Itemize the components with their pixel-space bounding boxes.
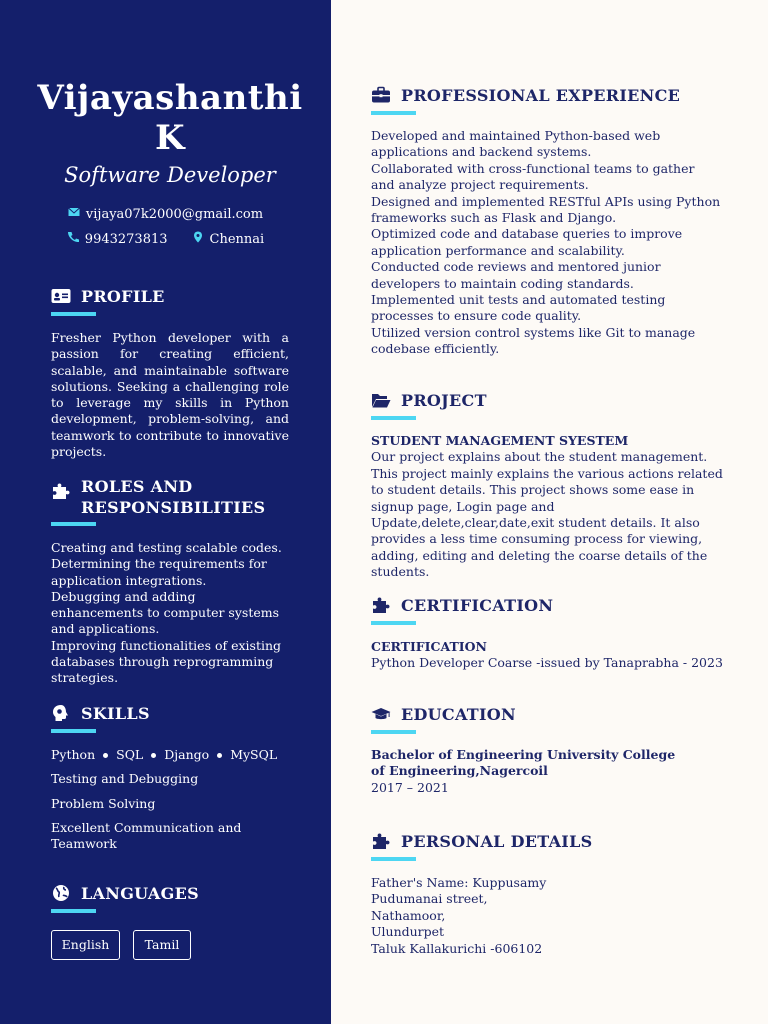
personal-underline (371, 857, 416, 861)
skills-inline-row (51, 747, 311, 763)
mail-icon (68, 206, 80, 222)
job-title: Software Developer (64, 163, 276, 187)
project-body (371, 433, 723, 581)
puzzle-icon (371, 832, 391, 850)
personal-body (371, 875, 731, 957)
skill-item: Problem Solving (51, 795, 156, 811)
puzzle-icon (51, 482, 71, 500)
education-body (371, 747, 691, 796)
profile-heading-label: PROFILE (81, 287, 165, 306)
roles-line: Creating and testing scalable codes. (51, 540, 282, 555)
certification-heading-label: CERTIFICATION (401, 596, 554, 615)
location-icon (192, 231, 204, 247)
project-name: STUDENT MANAGEMENT SYESTEM (371, 433, 629, 448)
personal-heading-label: PERSONAL DETAILS (401, 832, 593, 851)
skill-item: MySQL (230, 747, 278, 762)
skills-list (51, 747, 311, 860)
certification-body (371, 639, 731, 672)
experience-line: Designed and implemented RESTful APIs using Python frameworks such as Flask and Django. (371, 193, 721, 226)
experience-line: Utilized version control systems like Git to manage codebase efficiently. (371, 324, 696, 357)
certification-underline (371, 621, 416, 625)
skill-item: Testing and Debugging (51, 771, 199, 787)
bullet-dot (103, 753, 108, 758)
profile-underline (51, 312, 96, 316)
personal-line: Ulundurpet (371, 924, 445, 940)
languages-heading (51, 883, 199, 904)
project-heading-label: PROJECT (401, 391, 487, 410)
experience-underline (371, 111, 416, 115)
experience-heading (371, 85, 680, 106)
roles-heading-label: ROLES AND RESPONSIBILITIES (81, 477, 266, 517)
skill-item: Django (164, 747, 210, 762)
bullet-dot (217, 753, 222, 758)
folder-open-icon (371, 391, 391, 409)
experience-line: Developed and maintained Python-based web applications and backend systems. (371, 128, 661, 160)
graduation-cap-icon (371, 705, 391, 723)
experience-heading-label: PROFESSIONAL EXPERIENCE (401, 86, 681, 105)
skills-heading-label: SKILLS (81, 704, 150, 723)
education-heading (371, 704, 516, 725)
brain-head-icon (51, 704, 71, 722)
education-years: 2017 – 2021 (371, 779, 449, 795)
puzzle-icon (371, 596, 391, 614)
main-content (331, 0, 768, 1024)
education-degree: Bachelor of Engineering University College of Engineering,Nagercoil (371, 747, 676, 779)
id-card-icon (51, 287, 71, 305)
languages-underline (51, 909, 96, 913)
experience-line: Conducted code reviews and mentored junior developers to maintain coding standards. (371, 259, 661, 291)
profile-heading (51, 286, 165, 307)
skill-item: Excellent Communication and Teamwork (51, 819, 242, 852)
language-tag-english: English (51, 930, 120, 960)
roles-line: Debugging and adding enhancements to computer systems and applications. (51, 588, 280, 637)
roles-line: Improving functionalities of existing databases through reprogramming strategies. (51, 637, 282, 686)
personal-heading (371, 831, 592, 852)
location-text: Chennai (209, 231, 265, 247)
contact-email-row (0, 206, 331, 222)
roles-line: Determining the requirements for application integrations. (51, 556, 267, 588)
certification-name: CERTIFICATION (371, 639, 487, 654)
project-heading (371, 390, 487, 411)
roles-heading (51, 476, 281, 518)
personal-line: Taluk Kallakurichi -606102 (371, 940, 543, 956)
language-tag-tamil: Tamil (133, 930, 191, 960)
certification-heading (371, 595, 553, 616)
experience-line: Collaborated with cross-functional teams to gather and analyze project requirements. (371, 160, 695, 193)
certification-detail: Python Developer Coarse -issued by Tanaprabha - 2023 (371, 655, 723, 671)
roles-underline (51, 522, 96, 526)
skills-underline (51, 729, 96, 733)
bullet-dot (151, 753, 156, 758)
phone-icon (67, 231, 79, 247)
globe-icon (51, 884, 71, 902)
phone-number[interactable]: 9943273813 (84, 231, 168, 247)
skill-item: Python (51, 747, 96, 762)
experience-line: Optimized code and database queries to improve application performance and scalability. (371, 226, 683, 258)
education-heading-label: EDUCATION (401, 705, 516, 724)
contact-phone-row (0, 231, 331, 247)
roles-list (51, 540, 289, 687)
email-link[interactable]: vijaya07k2000@gmail.com (85, 206, 264, 222)
personal-line: Nathamoor, (371, 907, 446, 923)
sidebar (0, 0, 331, 1024)
candidate-name: Vijayashanthi K (37, 78, 303, 158)
personal-line: Father's Name: Kuppusamy (371, 875, 547, 890)
skill-item: SQL (116, 747, 144, 762)
project-description: Our project explains about the student management. This project mainly explains the various actions related to student details. This project shows some ease in signup page, Login page and Update,delete,clear,date,exit student details. It also provides a less time consuming process for viewing, adding, editing and deleting the coarse details of the students. (371, 449, 723, 580)
briefcase-icon (371, 86, 391, 104)
languages-heading-label: LANGUAGES (81, 884, 199, 903)
profile-text: Fresher Python developer with a passion for creating efficient, scalable, and maintainable software solutions. Seeking a challenging role to leverage my skills in Python development, problem-solving, and teamwork to contribute to innovative projects. (51, 330, 289, 460)
personal-line: Pudumanai street, (371, 891, 488, 907)
project-underline (371, 416, 416, 420)
experience-list (371, 128, 721, 358)
education-underline (371, 730, 416, 734)
skills-heading (51, 703, 150, 724)
experience-line: Implemented unit tests and automated testing processes to ensure code quality. (371, 292, 666, 324)
